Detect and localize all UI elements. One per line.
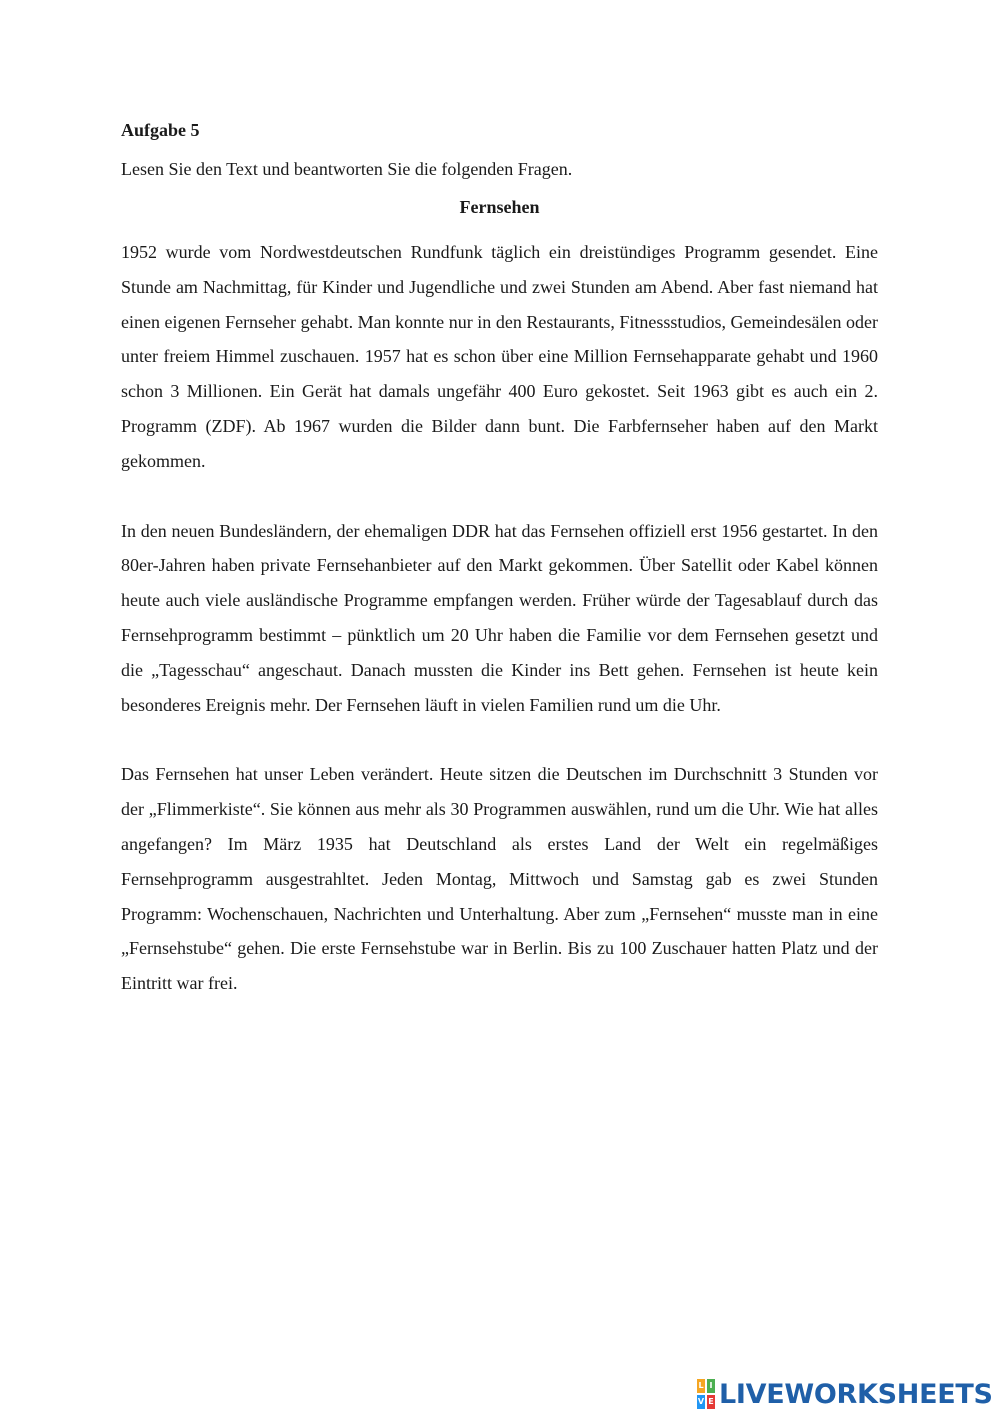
worksheet-content xyxy=(121,118,878,1001)
logo-mark-letter: I xyxy=(707,1379,715,1393)
paragraph-3: Das Fernsehen hat unser Leben verändert. Heute sitzen die Deutschen im Durchschnitt 3 Stunden vor der „Flimmerkiste“. Sie können aus mehr als 30 Programmen auswählen, rund um die Uhr. Wie hat alles angefangen? Im März 1935 hat Deutschland als erstes Land der Welt ein regelmäßiges Fernsehprogramm ausgestrahltet. Jeden Montag, Mittwoch und Samstag gab es zwei Stunden Programm: Wochenschauen, Nachrichten und Unterhaltung. Aber zum „Fernsehen“ musste man in eine „Fernsehstube“ gehen. Die erste Fernsehstube war in Berlin. Bis zu 100 Zuschauer hatten Platz und der Eintritt war frei. xyxy=(121,764,878,994)
reading-text-title: Fernsehen xyxy=(459,197,540,217)
paragraph-1: 1952 wurde vom Nordwestdeutschen Rundfunk täglich ein dreistündiges Programm gesendet. Eine Stunde am Nachmittag, für Kinder und Jugendliche und zwei Stunden am Abend. Aber fast niemand hat einen eigenen Fernseher gehabt. Man konnte nur in den Restaurants, Fitnessstudios, Gemeindesälen oder unter freiem Himmel zuschauen. 1957 hat es schon über eine Million Fernsehapparate gehabt und 1960 schon 3 Millionen. Ein Gerät hat damals ungefähr 400 Euro gekostet. Seit 1963 gibt es auch ein 2. Programm (ZDF). Ab 1967 wurden die Bilder dann bunt. Die Farbfernseher haben auf den Markt gekommen. xyxy=(121,242,878,471)
liveworksheets-icon xyxy=(697,1379,715,1409)
logo-mark-letter: V xyxy=(697,1395,705,1409)
paragraph-2: In den neuen Bundesländern, der ehemaligen DDR hat das Fernsehen offiziell erst 1956 gestartet. In den 80er-Jahren haben private Fernsehanbieter auf den Markt gekommen. Über Satellit oder Kabel können heute auch viele ausländische Programme empfangen werden. Früher würde der Tagesablauf durch das Fernsehprogramm bestimmt – pünktlich um 20 Uhr haben die Familie vor dem Fernsehen gesetzt und die „Tagesschau“ angeschaut. Danach mussten die Kinder ins Bett gehen. Fernsehen ist heute kein besonderes Ereignis mehr. Der Fernsehen läuft in vielen Familien rund um die Uhr. xyxy=(121,520,878,715)
liveworksheets-logo[interactable] xyxy=(697,1378,993,1410)
logo-mark-letter: E xyxy=(707,1395,715,1409)
task-instruction: Lesen Sie den Text und beantworten Sie die folgenden Fragen. xyxy=(121,159,573,179)
task-title: Aufgabe 5 xyxy=(121,120,200,140)
logo-text: LIVEWORKSHEETS xyxy=(719,1378,993,1410)
logo-mark-letter: L xyxy=(697,1379,705,1393)
